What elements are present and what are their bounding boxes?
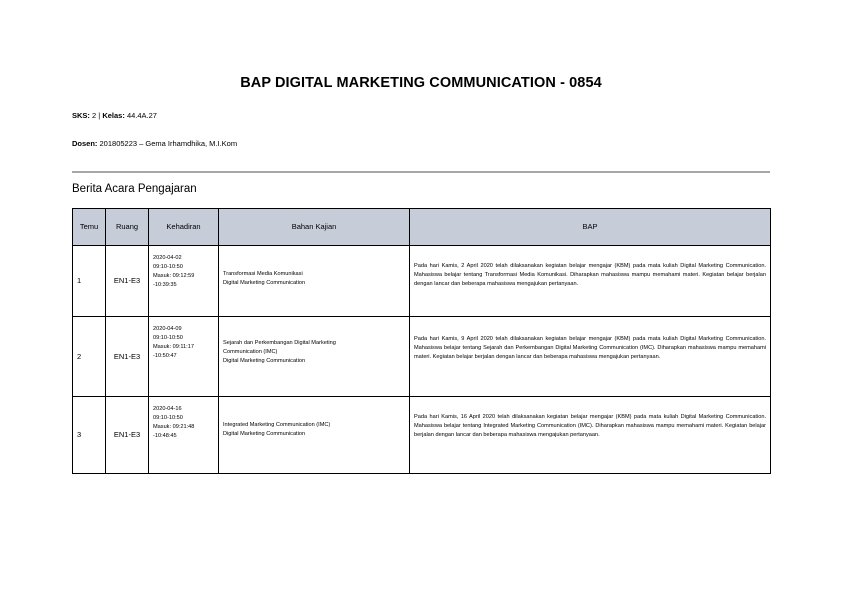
cell-bahan-kajian xyxy=(219,246,410,317)
attendance-schedule: 09:10-10:50 xyxy=(153,414,183,421)
cell-kehadiran xyxy=(149,317,219,397)
attendance-date: 2020-04-16 xyxy=(153,406,182,412)
sks-value: 2 xyxy=(92,111,97,120)
attendance-date: 2020-04-09 xyxy=(153,326,182,332)
table-row xyxy=(73,397,771,474)
header-kehadiran: Kehadiran xyxy=(149,209,219,246)
header-bap: BAP xyxy=(410,209,771,246)
table-row xyxy=(73,317,771,397)
attendance-schedule: 09:10-10:50 xyxy=(153,334,183,341)
bap-description: Pada hari Kamis, 16 April 2020 telah dilaksanakan kegiatan belajar mengajar (KBM) pada mata kuliah Digital Marketing Communication. Mahasiswa belajar tentang Integrated Marketing Communication (IMC). Diharapkan mahasiswa mampu memahami materi. Kegiatan belajar berjalan dengan lancar dan beberapa mahasiswa mengajukan pertanyaan. xyxy=(414,414,766,438)
attendance-checkin: Masuk: 09:21:48 xyxy=(153,423,195,430)
cell-temu: 1 xyxy=(73,246,106,317)
cell-temu: 3 xyxy=(73,397,106,474)
attendance-checkin: Masuk: 09:12:59 xyxy=(153,272,195,279)
divider xyxy=(72,171,770,173)
topic-line: Integrated Marketing Communication (IMC) xyxy=(223,422,331,428)
cell-temu: 2 xyxy=(73,317,106,397)
cell-ruang: EN1-E3 xyxy=(106,317,149,397)
kelas-value: 44.4A.27 xyxy=(126,111,157,120)
topic-line: Digital Marketing Communication xyxy=(223,357,306,364)
header-temu: Temu xyxy=(73,209,106,246)
table-row xyxy=(73,246,771,317)
cell-bap xyxy=(410,397,771,474)
topic-line: Digital Marketing Communication xyxy=(223,279,306,286)
cell-bap xyxy=(410,317,771,397)
dosen-value: 201805223 – Gema Irhamdhika, M.I.Kom xyxy=(99,139,238,148)
table-header-row xyxy=(73,209,771,246)
attendance-checkout: -10:50:47 xyxy=(153,352,177,359)
attendance-schedule: 09:10-10:50 xyxy=(153,263,183,270)
bap-table xyxy=(72,208,771,474)
cell-kehadiran xyxy=(149,246,219,317)
bap-description: Pada hari Kamis, 9 April 2020 telah dilaksanakan kegiatan belajar mengajar (KBM) pada mata kuliah Digital Marketing Communication. Mahasiswa belajar tentang Sejarah dan Perkembangan Digital Marketing Communication (IMC). Diharapkan mahasiswa mampu memahami materi. Kegiatan belajar berjalan dengan lancar dan beberapa mahasiswa mengajukan pertanyaan. xyxy=(414,336,766,360)
document-title: BAP DIGITAL MARKETING COMMUNICATION - 0854 xyxy=(240,75,602,91)
attendance-checkout: -10:48:45 xyxy=(153,432,177,439)
sks-label: SKS: xyxy=(72,111,90,120)
cell-bahan-kajian xyxy=(219,317,410,397)
cell-bap xyxy=(410,246,771,317)
kelas-label: Kelas: xyxy=(102,111,125,120)
cell-bahan-kajian xyxy=(219,397,410,474)
topic-line: Transformasi Media Komunikasi xyxy=(223,271,303,277)
dosen-label: Dosen: xyxy=(72,139,98,148)
topic-line: Sejarah dan Perkembangan Digital Marketing xyxy=(223,340,336,346)
section-title: Berita Acara Pengajaran xyxy=(72,183,197,195)
attendance-date: 2020-04-02 xyxy=(153,255,182,261)
cell-ruang: EN1-E3 xyxy=(106,397,149,474)
attendance-checkout: -10:39:35 xyxy=(153,281,177,288)
topic-line: Communication (IMC) xyxy=(223,348,278,355)
lecturer-meta xyxy=(72,139,237,148)
attendance-checkin: Masuk: 09:11:17 xyxy=(153,343,194,350)
course-meta xyxy=(72,111,157,120)
meta-separator: | xyxy=(98,111,101,120)
header-ruang: Ruang xyxy=(106,209,149,246)
bap-description: Pada hari Kamis, 2 April 2020 telah dilaksanakan kegiatan belajar mengajar (KBM) pada mata kuliah Digital Marketing Communication. Mahasiswa belajar tentang Transformasi Media Komunikasi. Diharapkan mahasiswa mampu memahami materi. Kegiatan belajar berjalan dengan lancar dan beberapa mahasiswa mengajukan pertanyaan. xyxy=(414,263,766,287)
cell-kehadiran xyxy=(149,397,219,474)
header-bahan-kajian: Bahan Kajian xyxy=(219,209,410,246)
cell-ruang: EN1-E3 xyxy=(106,246,149,317)
topic-line: Digital Marketing Communication xyxy=(223,430,306,437)
